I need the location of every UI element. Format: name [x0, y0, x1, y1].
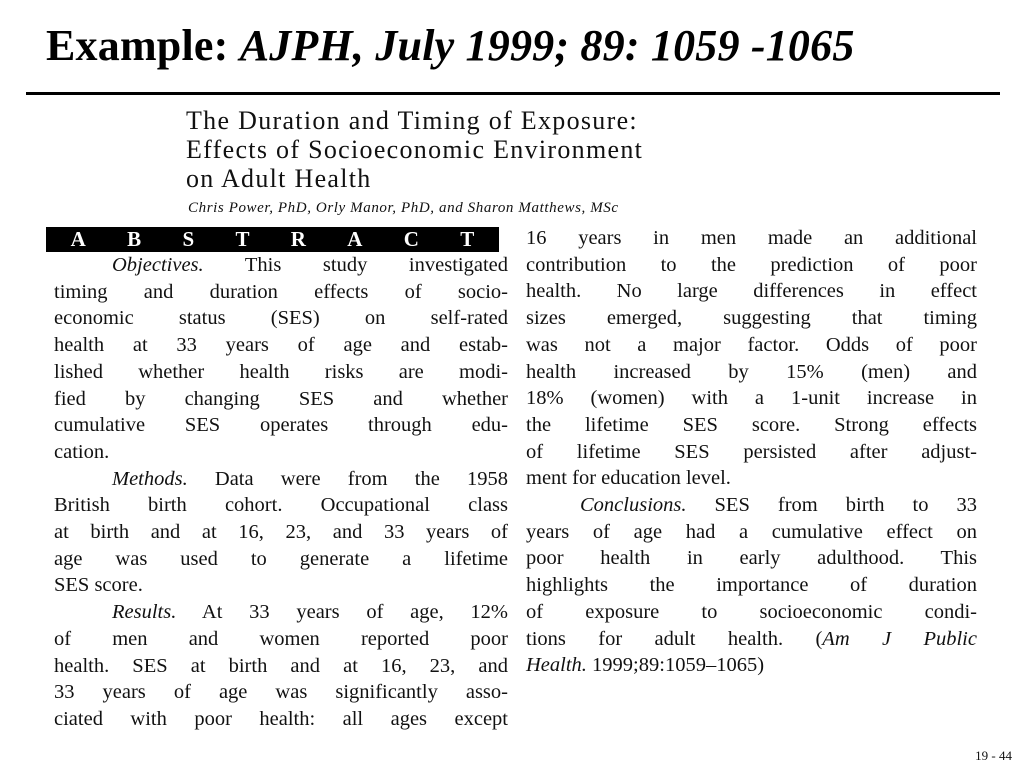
abstract-letter: R: [290, 227, 306, 251]
abstract-text: At 33 years of age, 12%: [176, 601, 508, 624]
abstract-text: 1999;89:1059–1065): [592, 654, 765, 677]
abstract-line: health at 33 years of age and estab-: [54, 334, 508, 357]
page-number: 19 - 44: [975, 748, 1012, 763]
abstract-line: the lifetime SES score. Strong effects: [526, 413, 977, 436]
abstract-line: [54, 599, 508, 626]
abstract-line: sizes emerged, suggesting that timing: [526, 307, 977, 330]
abstract-letter: A: [347, 227, 363, 251]
slide-title-prefix: Example:: [46, 21, 240, 70]
abstract-line: timing and duration effects of socio-: [54, 280, 508, 303]
slide-title: [46, 18, 1006, 74]
abstract-text: SES from birth to 33: [686, 494, 977, 517]
abstract-line: age was used to generate a lifetime: [54, 547, 508, 570]
slide-title-citation: AJPH, July 1999; 89: 1059 -1065: [239, 21, 855, 70]
abstract-line: poor health in early adulthood. This: [526, 547, 977, 570]
abstract-line: economic status (SES) on self-rated: [54, 307, 508, 330]
abstract-line: [54, 252, 508, 279]
abstract-letter: B: [127, 227, 142, 251]
abstract-line: 33 years of age was significantly asso-: [54, 681, 508, 704]
abstract-line: 16 years in men made an additional: [526, 227, 977, 249]
abstract-line: health. SES at birth and at 16, 23, and: [54, 654, 508, 677]
abstract-letter: T: [235, 227, 250, 251]
abstract-left-column: [54, 252, 508, 733]
paper-title: [186, 106, 946, 193]
abstract-line: at birth and at 16, 23, and 33 years of: [54, 521, 508, 544]
abstract-line: [526, 626, 977, 653]
abstract-line: [526, 652, 977, 679]
abstract-line: of lifetime SES persisted after adjust-: [526, 440, 977, 463]
abstract-letter: T: [460, 227, 475, 251]
abstract-right-column: [526, 225, 977, 679]
abstract-line: years of age had a cumulative effect on: [526, 520, 977, 543]
abstract-line: [54, 466, 508, 493]
section-lead: Results.: [112, 601, 177, 624]
abstract-line: ciated with poor health: all ages except: [54, 707, 508, 730]
paper-title-line: Effects of Socioeconomic Environment: [186, 135, 644, 164]
abstract-text: tions for adult health. (: [526, 627, 823, 650]
abstract-line: of men and women reported poor: [54, 627, 508, 650]
abstract-line: lished whether health risks are modi-: [54, 360, 508, 383]
section-lead: Conclusions.: [580, 494, 687, 517]
abstract-letter: C: [403, 227, 419, 251]
abstract-line: SES score.: [54, 574, 143, 597]
abstract-line: cation.: [54, 440, 110, 463]
paper-title-line: on Adult Health: [186, 164, 372, 193]
abstract-line: health increased by 15% (men) and: [526, 360, 977, 383]
abstract-line: ment for education level.: [526, 467, 731, 490]
citation-journal-cont: Health.: [526, 654, 587, 677]
abstract-line: fied by changing SES and whether: [54, 387, 508, 410]
abstract-line: was not a major factor. Odds of poor: [526, 333, 977, 356]
abstract-line: of exposure to socioeconomic condi-: [526, 600, 977, 623]
abstract-banner: [46, 227, 499, 252]
abstract-line: 18% (women) with a 1-unit increase in: [526, 387, 977, 410]
abstract-line: health. No large differences in effect: [526, 280, 977, 303]
abstract-line: [526, 492, 977, 519]
section-lead: Methods.: [112, 467, 188, 490]
abstract-line: contribution to the prediction of poor: [526, 253, 977, 276]
title-divider: [26, 92, 1000, 95]
paper-title-line: The Duration and Timing of Exposure:: [186, 106, 638, 135]
abstract-line: highlights the importance of duration: [526, 574, 977, 597]
abstract-line: British birth cohort. Occupational class: [54, 494, 508, 517]
abstract-line: cumulative SES operates through edu-: [54, 414, 508, 437]
paper-authors: Chris Power, PhD, Orly Manor, PhD, and Sharon Matthews, MSc: [188, 200, 619, 216]
section-lead: Objectives.: [112, 254, 204, 276]
abstract-letter: S: [182, 227, 195, 251]
abstract-letter: A: [70, 227, 86, 251]
citation-journal: Am J Public: [822, 627, 977, 650]
abstract-text: Data were from the 1958: [187, 467, 508, 490]
abstract-text: This study investigated: [203, 254, 508, 276]
